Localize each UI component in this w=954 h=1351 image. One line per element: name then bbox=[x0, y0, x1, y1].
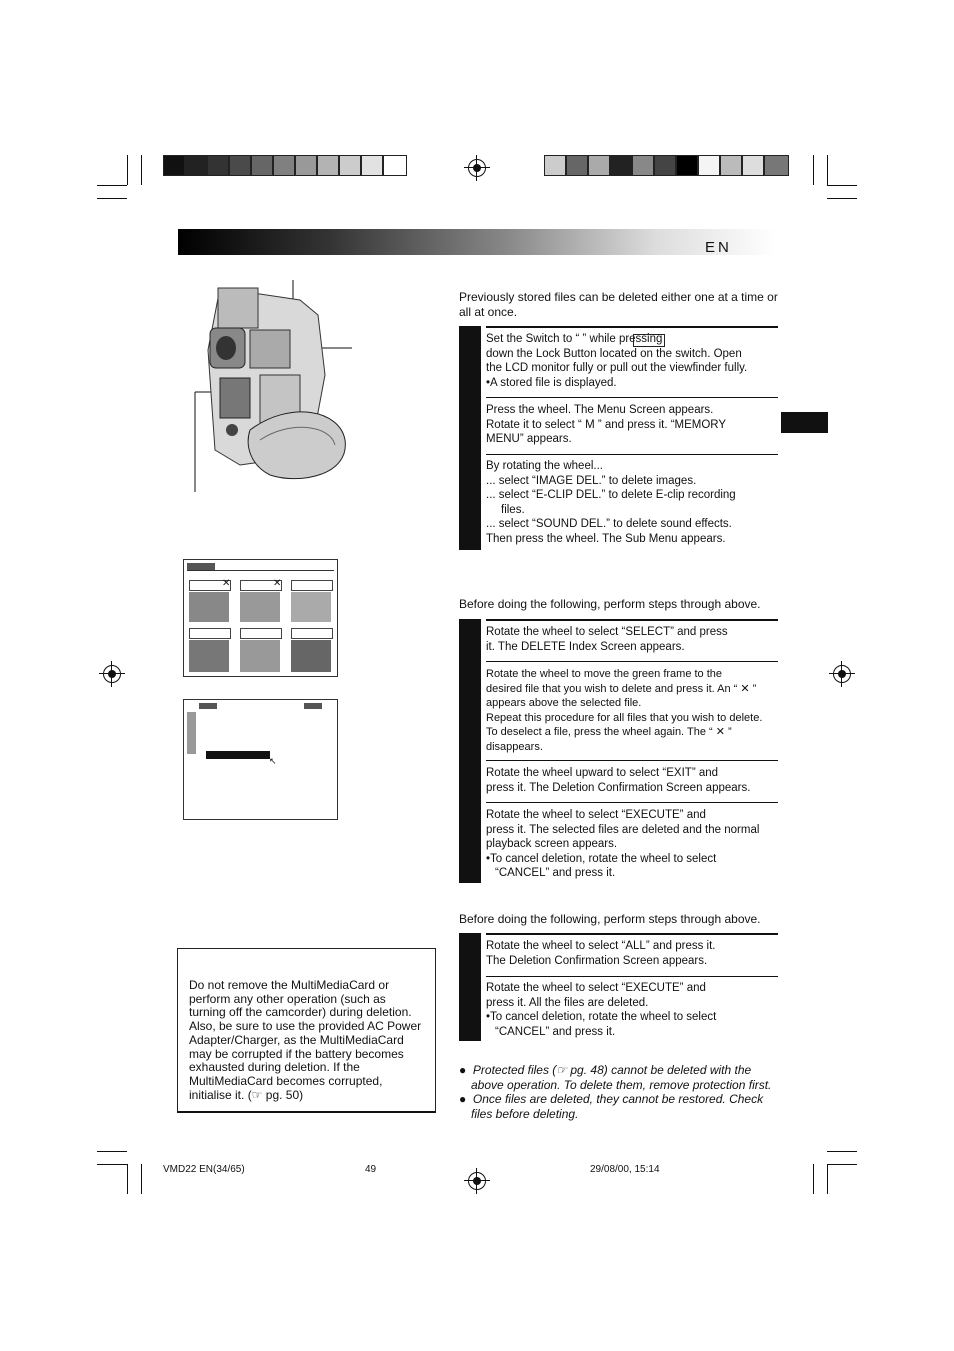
registration-mark-top bbox=[468, 159, 486, 177]
step-b3: Rotate the wheel upward to select “EXIT” and press it. The Deletion Confirmation Screen appears. bbox=[486, 767, 751, 794]
steps-c-bar bbox=[459, 933, 481, 1041]
footer-file: VMD22 EN(34/65) bbox=[163, 1164, 245, 1175]
registration-mark-left bbox=[103, 665, 121, 683]
caution-text: Do not remove the MultiMediaCard or perform any other operation (such as turning off the camcorder) during deletion. Also, be sure to use the provided AC Power Adapter/Charger, as the MultiMediaCard may be corrupted if the battery becomes exhausted during deletion. If the MultiMediaCard becomes corrupted, initialise it. (☞ pg. 50) bbox=[189, 978, 422, 1102]
step-a3: By rotating the wheel... ... select “IMAGE DEL.” to delete images. ... select “E-CLIP DEL.” to delete E-clip recording files. ... select “SOUND DEL.” to delete sound effects. Then press the wheel. The Sub Menu appears. bbox=[486, 460, 736, 545]
intro-text: Previously stored files can be deleted either one at a time or all at once. bbox=[459, 290, 778, 319]
registration-mark-bottom bbox=[468, 1172, 486, 1190]
side-tab bbox=[781, 412, 828, 433]
step-b2: Rotate the wheel to move the green frame to the desired file that you wish to delete and press it. An “ ✕ ” appears above the selected file. Repeat this procedure for all files that you wish to delete. To deselect a file, press the wheel again. The “ ✕ ” disappears. bbox=[486, 668, 763, 753]
step-b4: Rotate the wheel to select “EXECUTE” and press it. The selected files are deleted and the normal playback screen appears. •To cancel deletion, rotate the wheel to select “CANCEL” and press it. bbox=[486, 809, 760, 879]
step-a1: Set the Switch to “ ” while pressing down the Lock Button located on the switch. Open the LCD monitor fully or pull out the viewfinder fully. •A stored file is displayed. bbox=[486, 333, 748, 389]
menu-screen-illustration: ↖ bbox=[183, 699, 338, 820]
step-a2: Press the wheel. The Menu Screen appears. Rotate it to select “ M ” and press it. “MEMORY MENU” appears. bbox=[486, 404, 727, 445]
steps-a-bar bbox=[459, 326, 481, 550]
switch-position-box bbox=[633, 334, 665, 347]
steps-b-bar bbox=[459, 619, 481, 883]
camcorder-illustration bbox=[190, 280, 360, 500]
step-c2: Rotate the wheel to select “EXECUTE” and press it. All the files are deleted. •To cancel deletion, rotate the wheel to select “CANCEL” and press it. bbox=[486, 982, 717, 1038]
header-bar bbox=[178, 229, 776, 255]
pre-steps-c: Before doing the following, perform steps through above. bbox=[459, 912, 761, 926]
footer-date: 29/08/00, 15:14 bbox=[590, 1164, 660, 1175]
pre-steps-b: Before doing the following, perform steps through above. bbox=[459, 597, 761, 611]
step-c1: Rotate the wheel to select “ALL” and press it. The Deletion Confirmation Screen appears. bbox=[486, 940, 716, 967]
language-label: EN bbox=[705, 239, 732, 256]
registration-mark-right bbox=[833, 665, 851, 683]
notes: ● Protected files (☞ pg. 48) cannot be deleted with the above operation. To delete them, remove protection first. ● Once files are deleted, they cannot be restored. Check files before deleting. bbox=[459, 1063, 772, 1121]
footer-page: 49 bbox=[365, 1164, 377, 1175]
index-screen-illustration: ✕ ✕ bbox=[183, 559, 338, 677]
step-b1: Rotate the wheel to select “SELECT” and press it. The DELETE Index Screen appears. bbox=[486, 626, 728, 653]
